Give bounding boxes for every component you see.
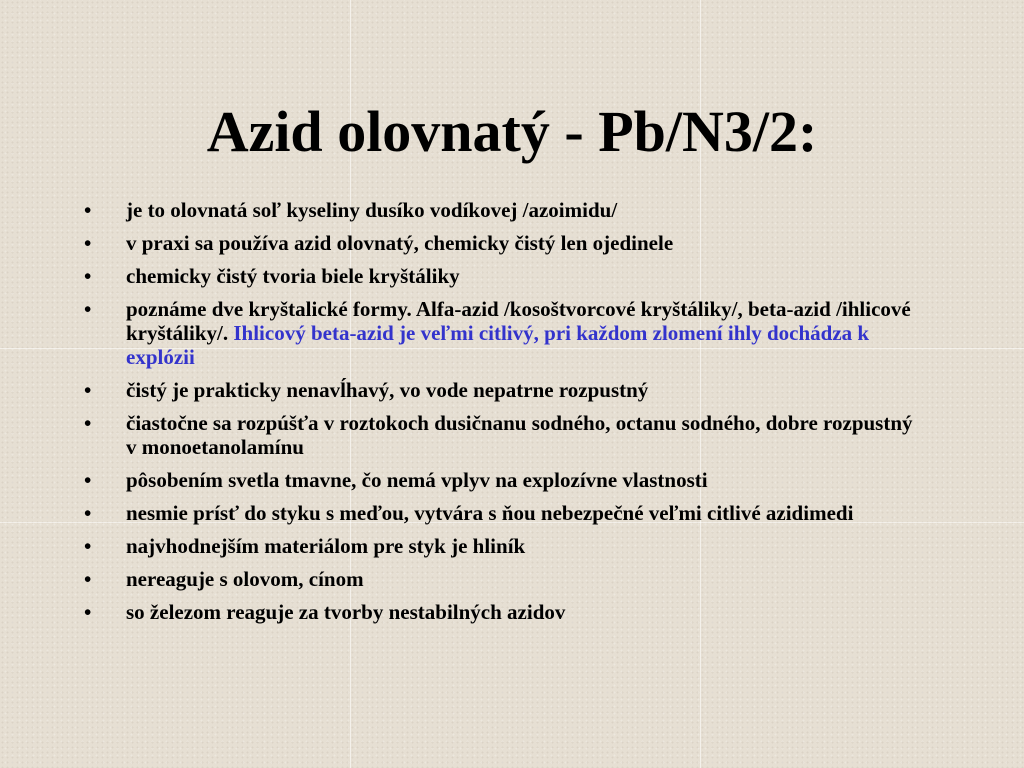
bullet-text: pôsobením svetla tmavne, čo nemá vplyv na explozívne vlastnosti xyxy=(126,468,708,492)
bullet-icon: • xyxy=(84,600,92,624)
bullet-item xyxy=(84,264,924,288)
bullet-icon: • xyxy=(84,501,92,525)
bullet-item xyxy=(84,567,924,591)
bullet-icon: • xyxy=(84,468,92,492)
slide-title: Azid olovnatý - Pb/N3/2: xyxy=(206,99,818,164)
bullet-icon: • xyxy=(84,264,92,288)
bullet-item xyxy=(84,534,924,558)
bullet-text: v praxi sa používa azid olovnatý, chemicky čistý len ojedinele xyxy=(126,231,674,255)
bullet-item xyxy=(84,378,924,402)
bullet-text: je to olovnatá soľ kyseliny dusíko vodíkovej /azoimidu/ xyxy=(126,198,618,222)
bullet-text: so železom reaguje za tvorby nestabilných azidov xyxy=(126,600,566,624)
bullet-icon: • xyxy=(84,297,92,321)
bullet-text: čistý je prakticky nenavĺhavý, vo vode nepatrne rozpustný xyxy=(126,378,649,402)
bullet-item xyxy=(84,411,924,459)
bullet-text: nesmie prísť do styku s meďou, vytvára s ňou nebezpečné veľmi citlivé azidimedi xyxy=(126,501,854,525)
bullet-text: chemicky čistý tvoria biele kryštáliky xyxy=(126,264,460,288)
bullet-icon: • xyxy=(84,198,92,222)
bullet-item xyxy=(84,231,924,255)
bullet-text: nereaguje s olovom, cínom xyxy=(126,567,364,591)
bullet-list xyxy=(84,198,924,633)
bullet-icon: • xyxy=(84,534,92,558)
bullet-icon: • xyxy=(84,231,92,255)
bullet-icon: • xyxy=(84,378,92,402)
bullet-text: poznáme dve kryštalické formy. Alfa-azid /kosoštvorcové kryštáliky/, beta-azid /ihlicové kryštáliky/. xyxy=(126,297,911,345)
bullet-item xyxy=(84,468,924,492)
bullet-highlight-text: Ihlicový beta-azid je veľmi citlivý, pri každom zlomení ihly dochádza k explózii xyxy=(126,321,870,369)
bullet-item xyxy=(84,297,924,369)
bullet-icon: • xyxy=(84,567,92,591)
bullet-item xyxy=(84,198,924,222)
bullet-item xyxy=(84,501,924,525)
bullet-item xyxy=(84,600,924,624)
bullet-text: čiastočne sa rozpúšťa v roztokoch dusičnanu sodného, octanu sodného, dobre rozpustný v monoetanolamínu xyxy=(126,411,913,459)
bullet-text: najvhodnejším materiálom pre styk je hliník xyxy=(126,534,526,558)
bullet-icon: • xyxy=(84,411,92,435)
